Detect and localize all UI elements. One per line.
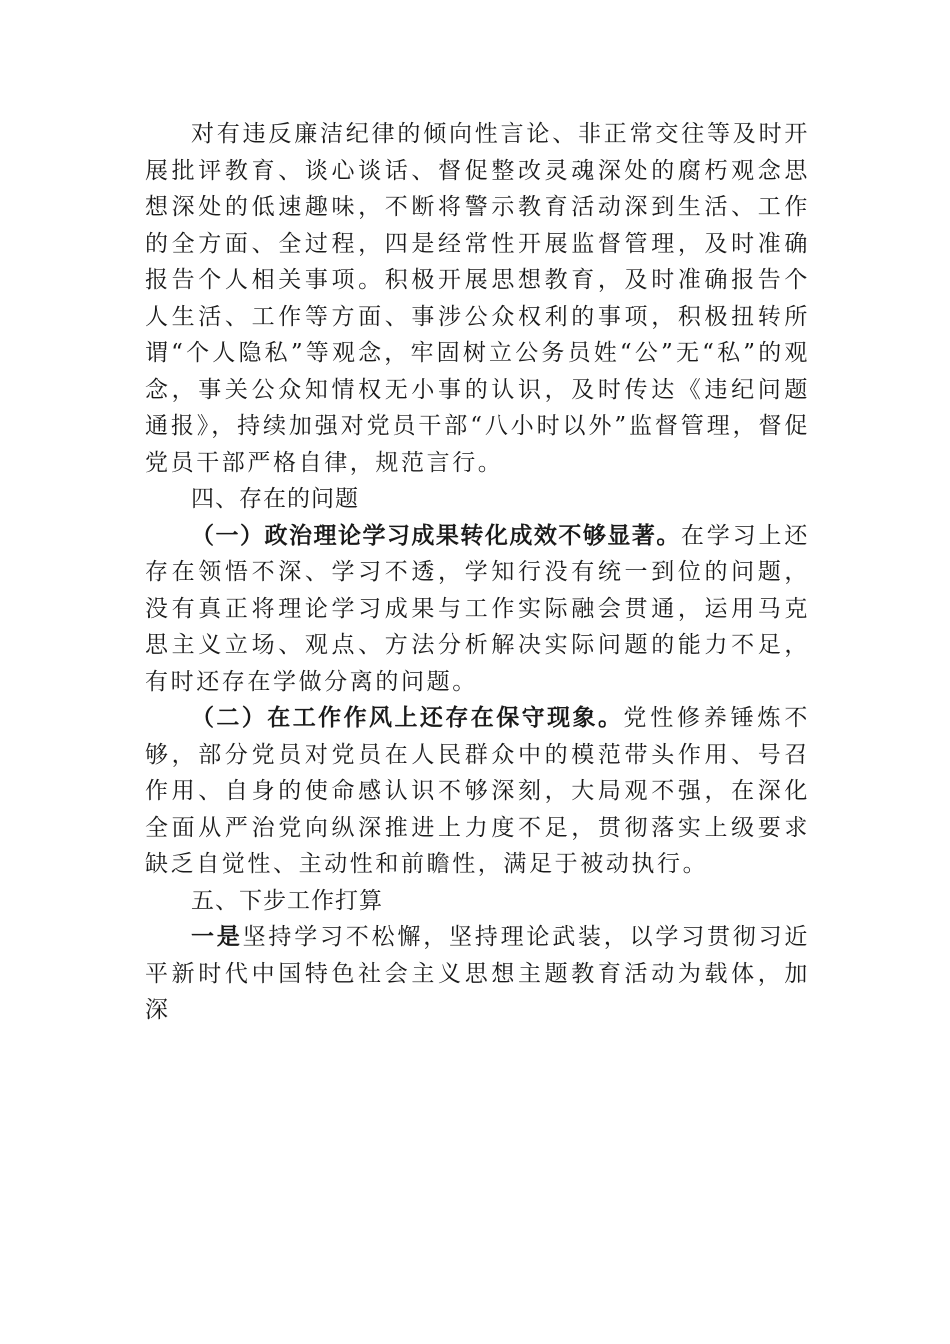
section-heading-next-steps: 五、下步工作打算 — [191, 887, 383, 914]
problem-two-title: （二）在工作作风上还存在保守现象。 — [191, 705, 624, 731]
document-body — [145, 116, 810, 1029]
next-step-one-lead: 一是 — [191, 924, 243, 950]
paragraph-next-step-one — [145, 919, 810, 1029]
paragraph-problem-two — [145, 700, 810, 883]
next-step-one-text: 坚持学习不松懈，坚持理论武装，以学习贯彻习近平新时代中国特色社会主义思想主题教育活动为载体，加深 — [145, 924, 811, 1023]
problem-one-title: （一）政治理论学习成果转化成效不够显著。 — [191, 522, 681, 549]
problem-two-text: 党性修养锤炼不够，部分党员对党员在人民群众中的模范带头作用、号召作用、自身的使命感认识不够深刻，大局观不强，在深化全面从严治党向纵深推进上力度不足，贯彻落实上级要求缺乏自觉性、主动性和前瞻性，满足于被动执行。 — [145, 705, 810, 877]
paragraph-discipline-education — [145, 116, 810, 481]
section-heading-problems: 四、存在的问题 — [191, 486, 359, 512]
paragraph-problem-one — [145, 518, 810, 701]
paragraph-text: 对有违反廉洁纪律的倾向性言论、非正常交往等及时开展批评教育、谈心谈话、督促整改灵魂深处的腐朽观念思想深处的低速趣味，不断将警示教育活动深到生活、工作的全方面、全过程，四是经常性开展监督管理，及时准确报告个人相关事项。积极开展思想教育，及时准确报告个人生活、工作等方面、事涉公众权利的事项，积极扭转所谓“个人隐私”等观念，牢固树立公务员姓“公”无“私”的观念，事关公众知情权无小事的认识，及时传达《违纪问题通报》，持续加强对党员干部“八小时以外”监督管理，督促党员干部严格自律，规范言行。 — [145, 121, 810, 476]
problem-one-text: 在学习上还存在领悟不深、学习不透，学知行没有统一到位的问题，没有真正将理论学习成果与工作实际融会贯通，运用马克思主义立场、观点、方法分析解决实际问题的能力不足，有时还存在学做分离的问题。 — [145, 522, 811, 695]
